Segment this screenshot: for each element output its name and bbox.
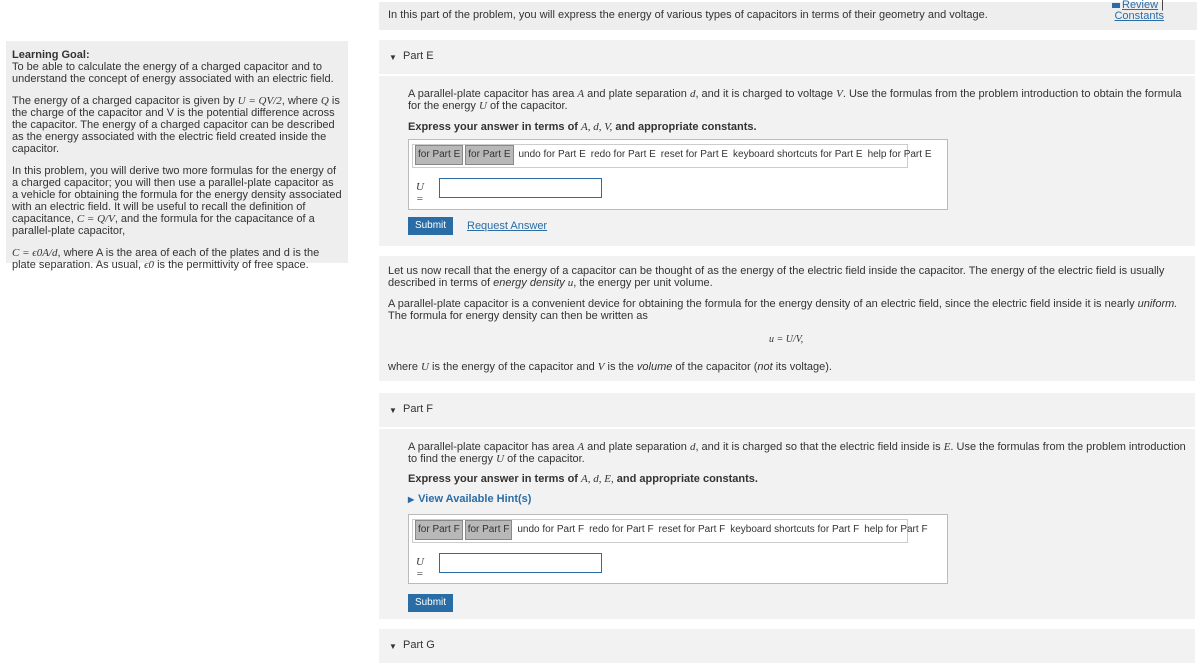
text: of the capacitor. <box>504 453 585 465</box>
reset-button[interactable]: reset for Part E <box>660 149 729 160</box>
goal-heading: Learning Goal: <box>12 49 90 61</box>
review-icon <box>1112 3 1120 8</box>
goal-text: To be able to calculate the energy of a charged capacitor and to understand the concept of energy associated with an electric field. <box>12 61 334 85</box>
keyboard-shortcuts-button[interactable]: keyboard shortcuts for Part E <box>733 149 863 160</box>
template-button[interactable]: for Part F <box>465 520 513 540</box>
text: A parallel-plate capacitor is a convenient device for obtaining the formula for the energy density of an electric field, since the electric field inside it is nearly <box>388 298 1138 310</box>
part-f-question <box>408 441 1193 465</box>
part-g-title: Part G <box>403 639 435 651</box>
part-f-answer-input[interactable] <box>439 553 602 573</box>
part-e-body <box>379 76 1195 246</box>
text: not <box>757 361 773 373</box>
var-v: V <box>597 361 605 373</box>
part-e-math-toolbar <box>412 144 932 168</box>
text: its voltage). <box>772 361 832 373</box>
var-u: U <box>478 100 487 112</box>
reset-button[interactable]: reset for Part F <box>658 524 726 535</box>
part-f-submit-button[interactable]: Submit <box>408 594 453 612</box>
redo-button[interactable]: redo for Part F <box>589 524 654 535</box>
text: volume <box>636 361 673 373</box>
part-e-question <box>408 88 1193 112</box>
separator: | <box>1161 0 1164 11</box>
part-f-header[interactable] <box>379 393 1195 427</box>
intro-paragraph-3 <box>12 247 342 271</box>
text: where <box>388 361 422 373</box>
recall-paragraph-3 <box>388 361 832 373</box>
text: of the capacitor ( <box>672 361 758 373</box>
text: is the charge of the capacitor and V is the potential difference across the capacitor. The energy of a charged capacitor can be described as the energy associated with the electric field created inside the capacitor. <box>12 95 340 155</box>
review-link[interactable]: Review <box>1122 0 1159 11</box>
formula-energy: U = QV/2 <box>237 95 282 107</box>
formula-capacitance: C = Q/V <box>76 213 115 225</box>
recall-paragraph-2 <box>388 298 1188 322</box>
part-f-title: Part F <box>403 403 433 415</box>
part-e-submit-button[interactable]: Submit <box>408 217 453 235</box>
var-e: E <box>943 441 951 453</box>
intro-paragraph-1 <box>12 95 342 155</box>
text: and plate separation <box>584 441 690 453</box>
collapse-arrow-icon[interactable]: ▼ <box>389 53 397 62</box>
text: is the energy of the capacitor and <box>428 361 598 373</box>
learning-goal-panel <box>6 41 348 271</box>
var-d: d <box>689 441 696 453</box>
template-button[interactable]: for Part E <box>465 145 513 165</box>
var-v: V <box>836 88 843 100</box>
caret-right-icon: ▶ <box>408 495 415 504</box>
text: and plate separation <box>584 88 690 100</box>
text: , where A is the area of each of the plates and d is the plate separation. As usual, <box>12 247 320 271</box>
text: is the permittivity of free space. <box>154 259 309 271</box>
energy-density-formula: u = U/V, <box>769 334 804 345</box>
view-hints-link[interactable] <box>408 493 531 505</box>
part-f-body <box>379 429 1195 619</box>
constants-link[interactable]: Constants <box>1114 10 1164 22</box>
text: is the <box>604 361 637 373</box>
text: . Use the formulas from the problem introduction to find the energy <box>408 441 1186 465</box>
text: , and the formula for the capacitance of a parallel-plate capacitor, <box>12 213 315 237</box>
text: Express your answer in terms of <box>408 121 582 133</box>
energy-density-section <box>379 256 1195 381</box>
text: and appropriate constants. <box>612 121 757 133</box>
text: In this problem, you will derive two more formulas for the energy of a charged capacitor; you will then use a parallel-plate capacitor as a vehicle for obtaining the formula for the energy density associated with an electric field. It will be useful to recall the definition of capacitance, <box>12 165 342 225</box>
part-g-header[interactable] <box>379 629 1195 663</box>
text: , and it is charged to voltage <box>695 88 837 100</box>
part-e-express <box>408 121 757 133</box>
help-button[interactable]: help for Part E <box>867 149 932 160</box>
undo-button[interactable]: undo for Part F <box>517 524 585 535</box>
var-d: d <box>689 88 696 100</box>
template-button[interactable]: for Part F <box>415 520 463 540</box>
text: energy density <box>493 277 565 289</box>
text: Let us now recall that the energy of a capacitor can be thought of as the energy of the electric field inside the capacitor. The energy of the electric field is usually described in terms of <box>388 265 1165 289</box>
var-a: A <box>577 441 585 453</box>
var-epsilon: ϵ0 <box>144 259 155 271</box>
hints-label: View Available Hint(s) <box>418 493 532 505</box>
var-u: U <box>421 361 429 373</box>
var-u: U <box>496 453 505 465</box>
text: of the capacitor. <box>486 100 568 112</box>
review-links <box>1112 0 1164 22</box>
part-e-title: Part E <box>403 50 434 62</box>
part-e-answer-input[interactable] <box>439 178 602 198</box>
var-u: u <box>567 277 574 289</box>
text: . Use the formulas from the problem introduction to obtain the formula for the energy <box>408 88 1182 112</box>
undo-button[interactable]: undo for Part E <box>518 149 586 160</box>
vars: A, d, E, <box>581 473 614 485</box>
text: , and it is charged so that the electric field inside is <box>695 441 944 453</box>
text: , where <box>281 95 321 107</box>
var-q: Q <box>320 95 329 107</box>
keyboard-shortcuts-button[interactable]: keyboard shortcuts for Part F <box>730 524 860 535</box>
redo-button[interactable]: redo for Part E <box>590 149 656 160</box>
var-a: A <box>577 88 585 100</box>
intro-paragraph-2 <box>12 165 342 237</box>
text: and appropriate constants. <box>613 473 758 485</box>
text: , the energy per unit volume. <box>573 277 713 289</box>
part-e-header[interactable] <box>379 40 1195 74</box>
input-label: U = <box>416 181 424 205</box>
formula-parallel-plate: C = ϵ0A/d <box>12 247 58 259</box>
collapse-arrow-icon[interactable]: ▼ <box>389 406 397 415</box>
text: A parallel-plate capacitor has area <box>408 88 578 100</box>
text: Express your answer in terms of <box>408 473 582 485</box>
intro-bar <box>379 2 1197 30</box>
vars: A, d, V, <box>581 121 613 133</box>
text: The energy of a charged capacitor is given by <box>12 95 238 107</box>
collapse-arrow-icon[interactable]: ▼ <box>389 642 397 651</box>
part-f-answer-box <box>408 514 948 584</box>
input-label: U = <box>416 556 424 580</box>
intro-text: In this part of the problem, you will express the energy of various types of capacitors in terms of their geometry and voltage. <box>388 9 988 21</box>
part-e-answer-box <box>408 139 948 210</box>
text: uniform. <box>1137 298 1178 310</box>
help-button[interactable]: help for Part F <box>864 524 928 535</box>
text: The formula for energy density can then be written as <box>388 310 648 322</box>
text: A parallel-plate capacitor has area <box>408 441 578 453</box>
template-button[interactable]: for Part E <box>415 145 463 165</box>
part-f-math-toolbar <box>412 519 928 543</box>
recall-paragraph-1 <box>388 265 1188 289</box>
learning-goal <box>12 49 342 85</box>
part-f-express <box>408 473 758 485</box>
request-answer-link[interactable]: Request Answer <box>467 220 548 232</box>
